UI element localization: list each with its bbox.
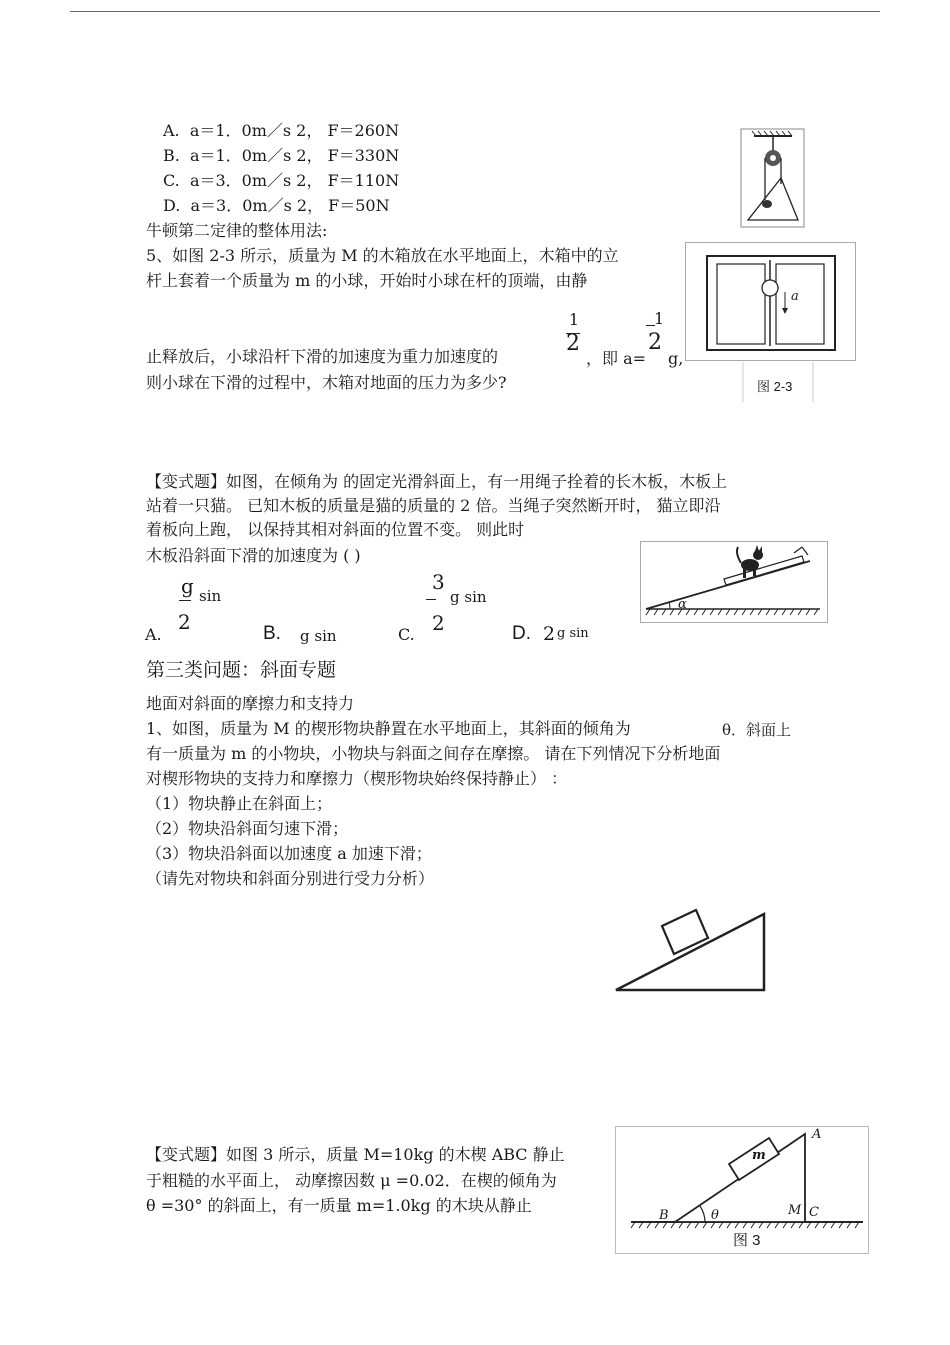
q5-line3: 止释放后，小球沿杆下滑的加速度为重力加速度的 xyxy=(146,347,499,366)
optD-letter: D. xyxy=(512,623,531,644)
section3-line2: 有一质量为 m 的小物块，小物块与斜面之间存在摩擦。 请在下列情况下分析地面 xyxy=(146,744,721,763)
optA-den: 2 xyxy=(178,610,191,634)
option-letter: B. xyxy=(163,146,180,165)
option-letter: C. xyxy=(163,171,180,190)
optB-letter: B. xyxy=(263,623,281,644)
cat-slope-figure xyxy=(640,541,828,623)
fig3-label-a: A xyxy=(812,1127,822,1142)
option-text: a＝1．0m／s 2， F＝330N xyxy=(190,146,400,165)
q5-frac1-den: 2 xyxy=(566,331,580,356)
q4-option-a xyxy=(163,121,399,141)
optC-num: 3 xyxy=(432,570,445,594)
q4-option-b xyxy=(163,146,399,166)
fig3-label-c: C xyxy=(809,1205,819,1220)
optA-letter: A. xyxy=(145,625,162,644)
q4-option-d xyxy=(163,196,390,216)
optB-text: g sin xyxy=(300,627,337,645)
section3-subheading: 地面对斜面的摩擦力和支持力 xyxy=(146,694,355,713)
q5-frac1-num: 1 xyxy=(568,310,580,329)
option-text: a＝3．0m／s 2， F＝110N xyxy=(189,171,400,190)
optC-bar xyxy=(426,599,436,600)
section3-item-3: （3）物块沿斜面以加速度 a 加速下滑； xyxy=(146,844,432,863)
section3-item-1: （1）物块静止在斜面上； xyxy=(146,794,333,813)
optC-letter: C. xyxy=(398,625,415,644)
fig3-label-theta: θ xyxy=(711,1208,719,1223)
section3-line1: 1、如图，质量为 M 的楔形物块静置在水平地面上，其斜面的倾角为 xyxy=(146,719,631,738)
section3-line3: 对楔形物块的支持力和摩擦力（楔形物块始终保持静止） ： xyxy=(146,769,568,788)
optD-coef: 2 xyxy=(543,623,556,645)
fig23-arrow-label: a xyxy=(791,289,799,304)
option-text: a＝1．0m／s 2， F＝260N xyxy=(189,121,400,140)
section3-item-4: （请先对物块和斜面分别进行受力分析） xyxy=(146,869,435,888)
q5-frac2-den: 2 xyxy=(648,330,662,355)
q5-line2: 杆上套着一个质量为 m 的小球，开始时小球在杆的顶端，由静 xyxy=(146,271,588,290)
q4-option-c xyxy=(163,171,399,191)
fig3-label-m-small: m xyxy=(752,1148,766,1163)
fig23-caption: 图 2-3 xyxy=(757,379,793,394)
optA-num: g xyxy=(181,574,194,598)
top-rule xyxy=(70,11,880,12)
fig3-caption: 图 3 xyxy=(733,1232,761,1249)
fig3-label-b: B xyxy=(659,1208,669,1223)
variant2-line1: 【变式题】如图 3 所示，质量 M=10kg 的木楔 ABC 静止 xyxy=(146,1145,565,1164)
optD-text: g sin xyxy=(557,626,589,641)
variant2-line2: 于粗糙的水平面上， 动摩擦因数 μ =0.02．在楔的倾角为 xyxy=(146,1171,557,1190)
section-newton-heading: 牛顿第二定律的整体用法: xyxy=(146,221,328,240)
pulley-figure xyxy=(740,128,805,228)
option-letter: A. xyxy=(163,121,180,140)
optA-tail: sin xyxy=(199,587,222,605)
variant1-line3: 着板向上跑， 以保持其相对斜面的位置不变。 则此时 xyxy=(146,520,525,539)
q5-line4: 则小球在下滑的过程中，木箱对地面的压力为多少? xyxy=(146,373,507,392)
section3-heading: 第三类问题：斜面专题 xyxy=(146,659,337,681)
variant2-line3: θ =30° 的斜面上，有一质量 m=1.0kg 的木块从静止 xyxy=(146,1196,532,1215)
cat-angle-label: α xyxy=(678,597,687,612)
q5-tail-g: g, xyxy=(668,349,684,368)
variant1-line4: 木板沿斜面下滑的加速度为 ( ) xyxy=(146,546,361,565)
figure-2-3 xyxy=(685,242,815,402)
optA-bar xyxy=(179,600,191,601)
optC-den: 2 xyxy=(432,611,445,635)
q5-frac2-num: 1 xyxy=(654,309,665,328)
wedge-figure xyxy=(612,908,772,994)
q5-line1: 5、如图 2-3 所示，质量为 M 的木箱放在水平地面上，木箱中的立 xyxy=(146,246,619,265)
section3-theta-tail: θ．斜面上 xyxy=(722,721,792,739)
option-letter: D. xyxy=(163,196,181,215)
section3-item-2: （2）物块沿斜面匀速下滑； xyxy=(146,819,349,838)
variant1-line2: 站着一只猫。 已知木板的质量是猫的质量的 2 倍。当绳子突然断开时， 猫立即沿 xyxy=(146,496,721,515)
variant1-line1: 【变式题】如图，在倾角为 的固定光滑斜面上，有一用绳子拴着的长木板，木板上 xyxy=(146,472,728,491)
optC-tail: g sin xyxy=(450,588,487,606)
option-text: a＝3．0m／s 2， F＝50N xyxy=(190,196,390,215)
q5-mid-text: ，即 a= xyxy=(586,349,647,368)
fig3-label-m-big: M xyxy=(788,1203,802,1218)
